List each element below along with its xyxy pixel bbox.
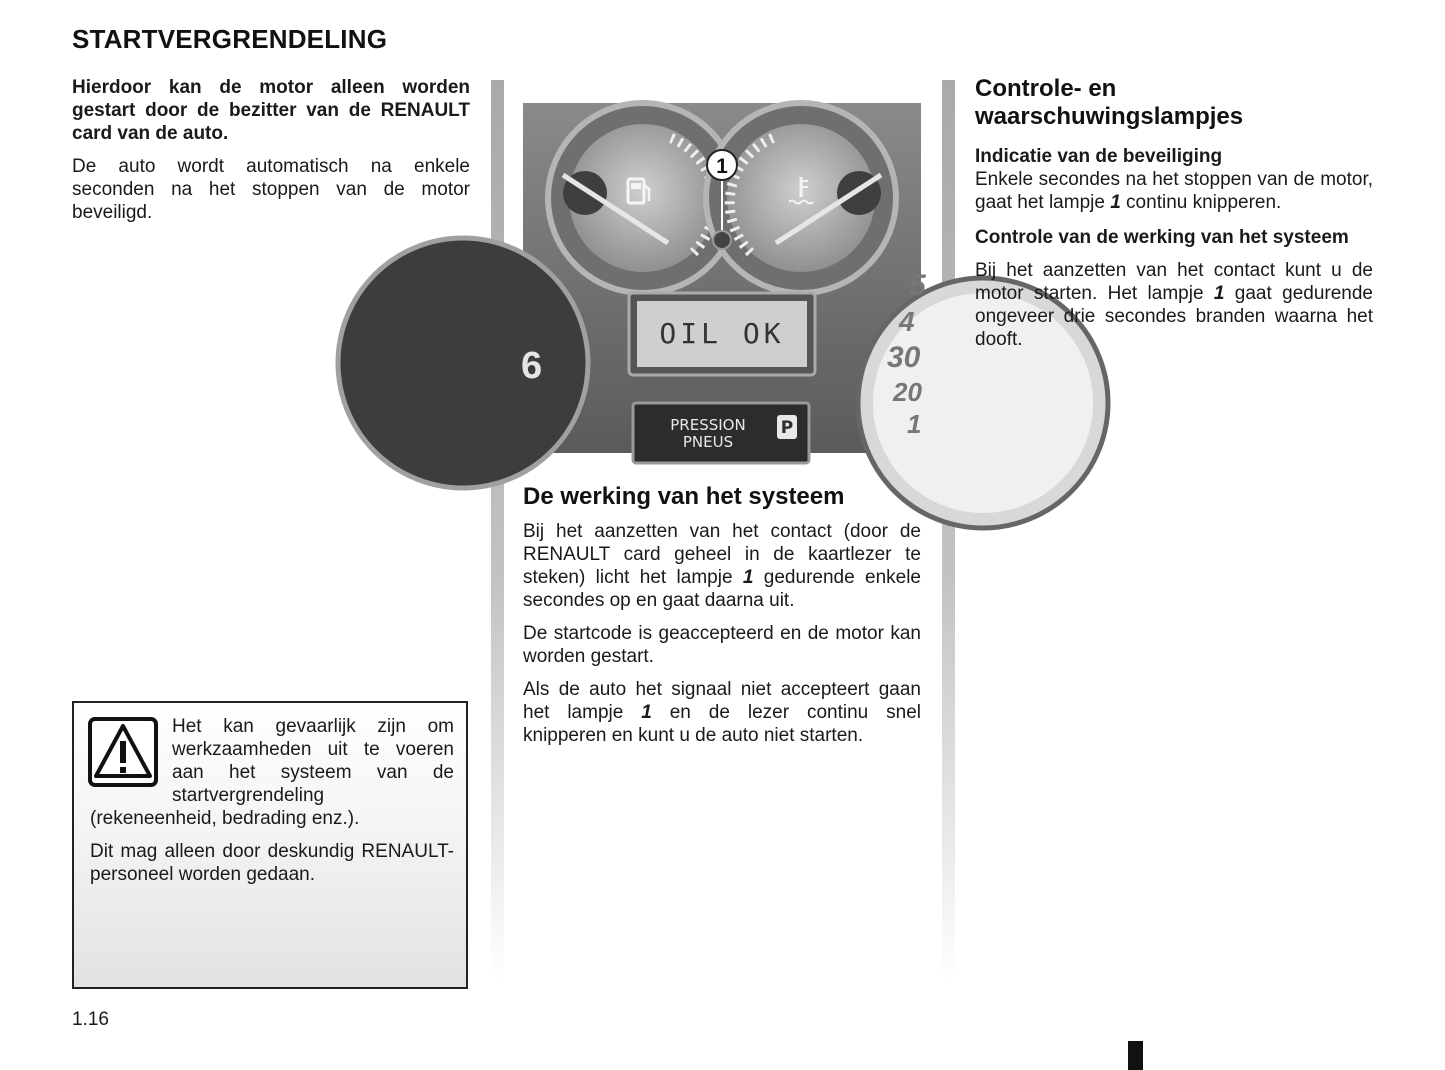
- lamp-reference: 1: [742, 567, 754, 588]
- protection-text: Enkele secondes na het stoppen van de motor, gaat het lampje 1 continu knipperen.: [975, 169, 1373, 213]
- warning-box: [72, 701, 468, 989]
- pressure-badge: P: [780, 418, 794, 438]
- instrument-cluster-photo: [521, 103, 926, 453]
- page-title: STARTVERGRENDELING: [72, 24, 388, 54]
- speed-digit: 5: [909, 269, 926, 302]
- lamp-reference: 1: [1110, 192, 1121, 213]
- speed-digit: 30: [887, 341, 921, 374]
- lamp-reference: 1: [1213, 283, 1225, 304]
- column-divider-right: [942, 80, 955, 980]
- protection-section: [975, 145, 1373, 214]
- protection-subheading: Indicatie van de beveiliging: [975, 146, 1223, 167]
- tach-digit: 6: [521, 345, 543, 387]
- warning-triangle-icon: [88, 717, 158, 787]
- check-text: Bij het aanzetten van het contact kunt u de motor starten. Het lampje 1 gaat gedurende ongeveer drie secondes branden waarna het dooft.: [975, 260, 1373, 350]
- page-edge-marker: [1128, 1041, 1143, 1070]
- intro-section: [72, 76, 470, 224]
- speed-digit: 4: [899, 306, 915, 337]
- intro-lead: Hierdoor kan de motor alleen worden gestart door de bezitter van de RENAULT card van de auto.: [72, 77, 470, 144]
- lcd-display-text: OIL OK: [659, 317, 785, 350]
- check-section: [975, 226, 1373, 351]
- callout-label: 1: [716, 155, 728, 178]
- intro-text: De auto wordt automatisch na enkele seconden na het stoppen van de motor beveiligd.: [72, 156, 470, 223]
- speed-digit: 1: [907, 409, 922, 439]
- indicators-heading: Controle- en waarschuwingslampjes: [975, 75, 1244, 130]
- lamp-reference: 1: [641, 702, 652, 723]
- operation-section: [523, 482, 921, 747]
- pressure-line-1: PRESSION: [670, 416, 746, 434]
- operation-paragraph-2: De startcode is geaccepteerd en de motor kan worden gestart.: [523, 623, 921, 667]
- page-number: 1.16: [72, 1009, 109, 1030]
- speed-digit: 20: [893, 377, 922, 407]
- operation-heading: De werking van het systeem: [523, 483, 845, 510]
- operation-paragraph-1: Bij het aanzetten van het contact (door de RENAULT card geheel in de kaartlezer te steken) licht het lampje 1 gedurende enkele secondes op en gaat daarna uit.: [523, 521, 921, 611]
- warning-paragraph-1: Het kan gevaarlijk zijn om werkzaamheden uit te voeren aan het systeem van de startvergrendeling (rekeneenheid, bedrading enz.).: [90, 716, 454, 829]
- column-divider-left: [491, 80, 504, 980]
- pressure-line-2: PNEUS: [682, 433, 734, 451]
- operation-paragraph-3: Als de auto het signaal niet accepteert gaan het lampje 1 en de lezer continu snel knipperen en kunt u de auto niet starten.: [523, 679, 921, 746]
- check-subheading: Controle van de werking van het systeem: [975, 227, 1349, 248]
- warning-paragraph-2: Dit mag alleen door deskundig RENAULT-personeel worden gedaan.: [90, 841, 454, 885]
- indicators-section: [975, 75, 1373, 351]
